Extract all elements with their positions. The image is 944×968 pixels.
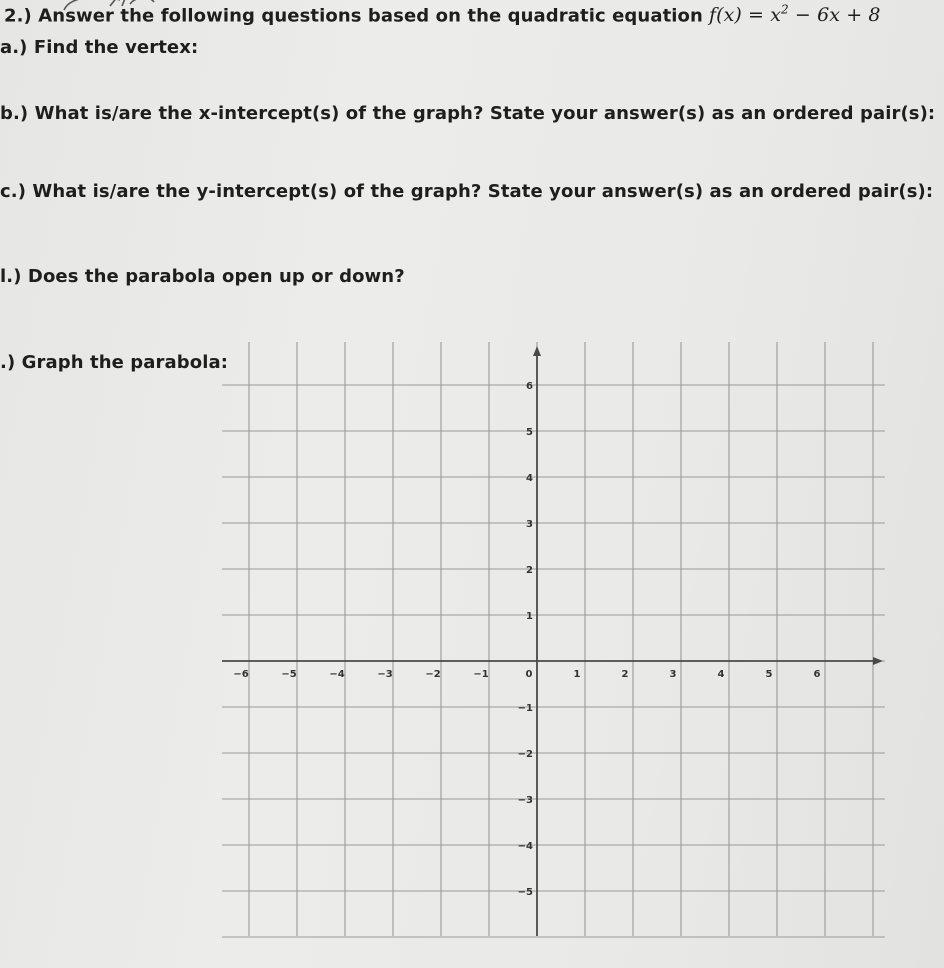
y-tick-label: 4	[526, 473, 533, 484]
x-tick-label: 2	[621, 669, 629, 680]
y-tick-label: −3	[517, 795, 533, 806]
x-tick-label: 5	[765, 669, 773, 680]
y-tick-label: 1	[526, 611, 533, 622]
x-tick-label: 4	[717, 669, 725, 680]
y-tick-label: 3	[526, 519, 533, 530]
x-tick-label: 3	[669, 669, 677, 680]
question-a: a.) Find the vertex:	[0, 37, 199, 58]
y-tick-label: −4	[517, 841, 533, 852]
x-tick-label: −5	[281, 669, 297, 680]
y-tick-label: 5	[526, 427, 533, 438]
x-tick-label: −4	[329, 669, 345, 680]
y-tick-label: −2	[517, 749, 533, 760]
x-tick-label: 6	[813, 669, 821, 680]
quadratic-equation: $f(x) = x^2 - 6x + 8$	[708, 3, 881, 27]
y-tick-label: −1	[517, 703, 533, 714]
question-e: .) Graph the parabola:	[0, 352, 229, 373]
x-tick-label: −1	[473, 669, 489, 680]
x-tick-label: −2	[425, 669, 441, 680]
question-b: b.) What is/are the x-intercept(s) of the graph? State your answer(s) as an ordered pair(s):	[0, 103, 936, 124]
x-tick-label: −3	[377, 669, 393, 680]
x-axis-arrow	[873, 657, 883, 665]
x-tick-label: 1	[573, 669, 581, 680]
question-d: l.) Does the parabola open up or down?	[0, 266, 405, 287]
y-axis-arrow	[533, 346, 541, 356]
y-tick-label: 2	[526, 565, 533, 576]
y-tick-label: −5	[517, 887, 533, 898]
question-c: c.) What is/are the y-intercept(s) of the graph? State your answer(s) as an ordered pair(s):	[0, 181, 934, 202]
x-tick-label: 0	[525, 669, 533, 680]
x-tick-label: −6	[233, 669, 249, 680]
y-tick-label: 6	[526, 381, 533, 392]
intro-text: 2.) Answer the following questions based on the quadratic equation	[4, 5, 703, 27]
